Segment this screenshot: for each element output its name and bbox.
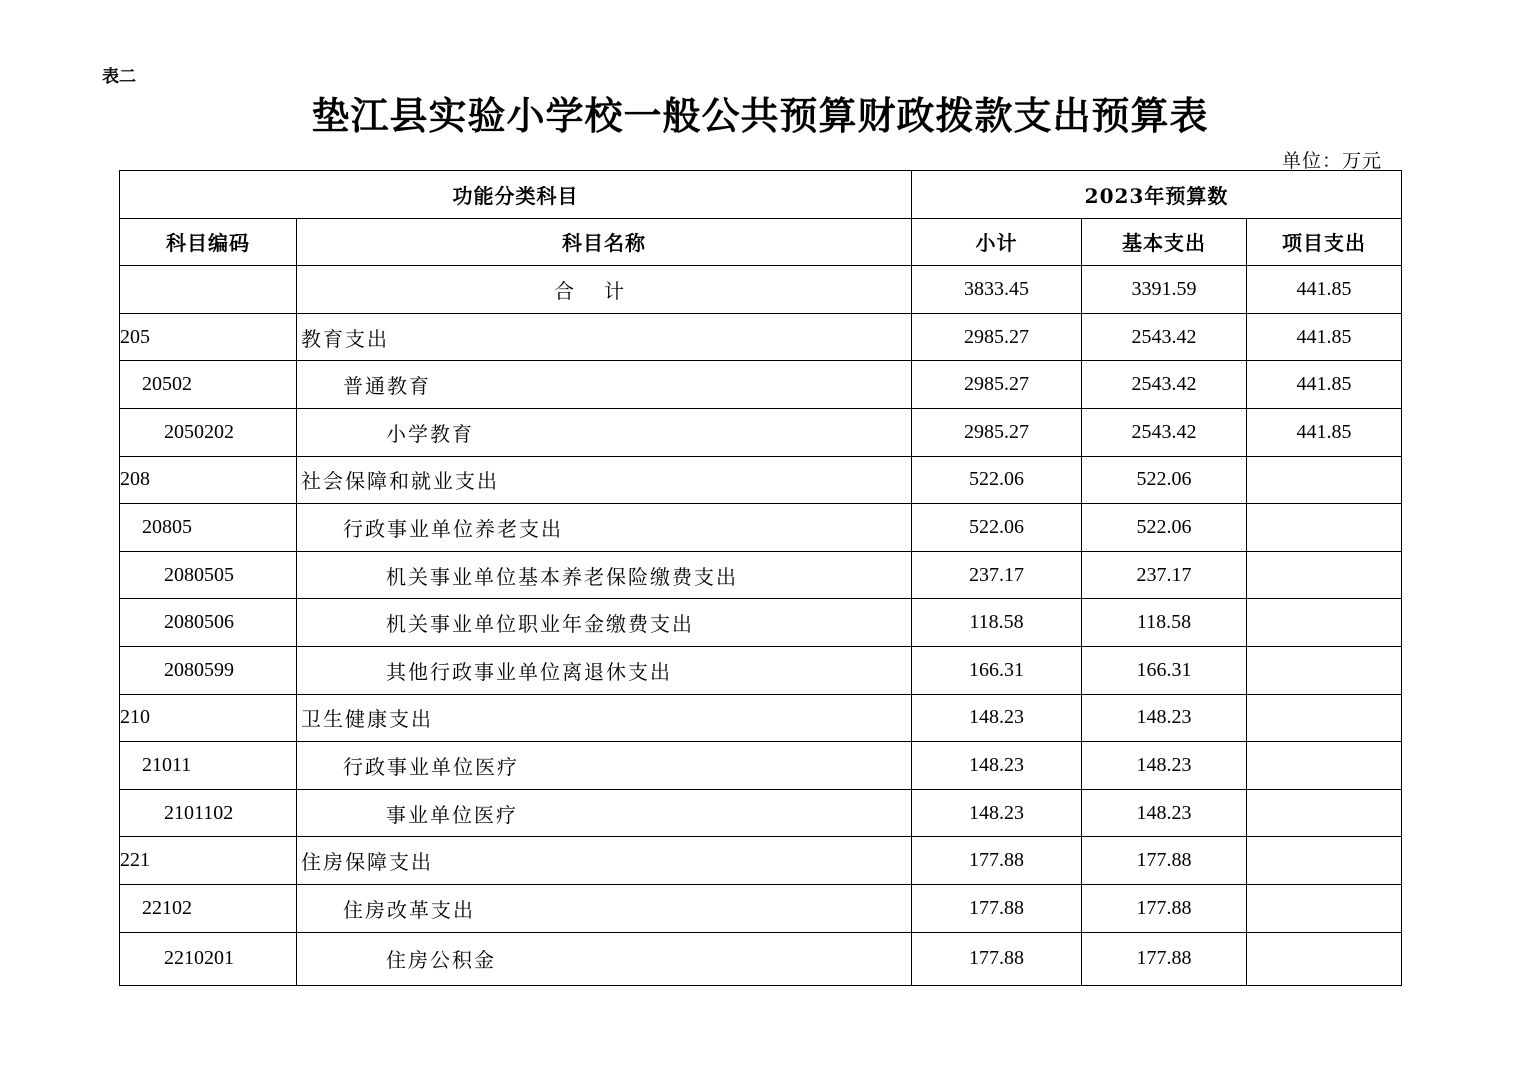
basic-expenditure-cell: 177.88 [1082,837,1247,885]
project-expenditure-cell: 441.85 [1247,361,1402,409]
subject-code-cell: 22102 [120,884,297,932]
table-row [120,313,1402,361]
total-row [120,266,1402,314]
subject-name-cell: 其他行政事业单位离退休支出 [297,646,912,694]
project-expenditure-cell: 441.85 [1247,408,1402,456]
total-basic: 3391.59 [1082,266,1247,314]
subject-code-cell: 20502 [120,361,297,409]
subtotal-cell: 148.23 [912,742,1082,790]
table-row [120,932,1402,985]
basic-expenditure-cell: 522.06 [1082,456,1247,504]
subject-name-cell: 行政事业单位养老支出 [297,504,912,552]
total-label: 合计 [297,266,912,314]
table-row [120,504,1402,552]
subtotal-cell: 166.31 [912,646,1082,694]
table-row [120,789,1402,837]
table-number-label: 表二 [102,67,136,87]
subject-name-cell: 机关事业单位职业年金缴费支出 [297,599,912,647]
header-project-expenditure: 项目支出 [1247,218,1402,266]
subject-name-cell: 住房公积金 [297,932,912,985]
subject-code-cell: 2101102 [120,789,297,837]
basic-expenditure-cell: 118.58 [1082,599,1247,647]
subject-code-cell: 2210201 [120,932,297,985]
subject-name-cell: 普通教育 [297,361,912,409]
table-row [120,408,1402,456]
header-subject-code: 科目编码 [120,218,297,266]
subject-name-cell: 住房改革支出 [297,884,912,932]
subject-code-cell: 2080599 [120,646,297,694]
subject-code-cell: 208 [120,456,297,504]
table-row [120,884,1402,932]
basic-expenditure-cell: 177.88 [1082,932,1247,985]
project-expenditure-cell [1247,551,1402,599]
subject-code-cell: 210 [120,694,297,742]
project-expenditure-cell [1247,599,1402,647]
project-expenditure-cell [1247,694,1402,742]
budget-table [119,170,1402,986]
subject-code-cell: 2050202 [120,408,297,456]
subject-name-cell: 小学教育 [297,408,912,456]
header-budget-year: 2023年预算数 [912,171,1402,219]
project-expenditure-cell [1247,884,1402,932]
header-function-category: 功能分类科目 [120,171,912,219]
subtotal-cell: 177.88 [912,932,1082,985]
header-group-row [120,171,1402,219]
basic-expenditure-cell: 148.23 [1082,694,1247,742]
project-expenditure-cell [1247,789,1402,837]
subject-code-cell: 2080505 [120,551,297,599]
subject-name-cell: 住房保障支出 [297,837,912,885]
basic-expenditure-cell: 2543.42 [1082,408,1247,456]
subject-name-cell: 社会保障和就业支出 [297,456,912,504]
subtotal-cell: 148.23 [912,789,1082,837]
total-subtotal: 3833.45 [912,266,1082,314]
subtotal-cell: 522.06 [912,504,1082,552]
project-expenditure-cell [1247,742,1402,790]
page-title: 垫江县实验小学校一般公共预算财政拨款支出预算表 [311,93,1209,138]
subtotal-cell: 2985.27 [912,361,1082,409]
subtotal-cell: 177.88 [912,884,1082,932]
subject-code-cell: 221 [120,837,297,885]
table-row [120,599,1402,647]
subtotal-cell: 522.06 [912,456,1082,504]
subject-code-cell: 21011 [120,742,297,790]
subtotal-cell: 177.88 [912,837,1082,885]
basic-expenditure-cell: 522.06 [1082,504,1247,552]
subtotal-cell: 237.17 [912,551,1082,599]
project-expenditure-cell [1247,646,1402,694]
subject-name-cell: 行政事业单位医疗 [297,742,912,790]
subtotal-cell: 2985.27 [912,313,1082,361]
subject-name-cell: 事业单位医疗 [297,789,912,837]
total-code-cell [120,266,297,314]
table-row [120,694,1402,742]
table-row [120,742,1402,790]
basic-expenditure-cell: 148.23 [1082,742,1247,790]
project-expenditure-cell [1247,504,1402,552]
subtotal-cell: 148.23 [912,694,1082,742]
subject-name-cell: 教育支出 [297,313,912,361]
project-expenditure-cell [1247,932,1402,985]
project-expenditure-cell: 441.85 [1247,313,1402,361]
basic-expenditure-cell: 237.17 [1082,551,1247,599]
basic-expenditure-cell: 148.23 [1082,789,1247,837]
basic-expenditure-cell: 177.88 [1082,884,1247,932]
table-row [120,837,1402,885]
project-expenditure-cell [1247,837,1402,885]
subject-code-cell: 205 [120,313,297,361]
header-basic-expenditure: 基本支出 [1082,218,1247,266]
table-row [120,361,1402,409]
subject-code-cell: 20805 [120,504,297,552]
basic-expenditure-cell: 166.31 [1082,646,1247,694]
total-project: 441.85 [1247,266,1402,314]
header-subtotal: 小计 [912,218,1082,266]
subject-name-cell: 机关事业单位基本养老保险缴费支出 [297,551,912,599]
subtotal-cell: 2985.27 [912,408,1082,456]
subject-code-cell: 2080506 [120,599,297,647]
header-subject-name: 科目名称 [297,218,912,266]
unit-label: 单位：万元 [1281,150,1382,172]
header-column-row [120,218,1402,266]
table-row [120,551,1402,599]
table-row [120,646,1402,694]
table-row [120,456,1402,504]
subtotal-cell: 118.58 [912,599,1082,647]
subject-name-cell: 卫生健康支出 [297,694,912,742]
project-expenditure-cell [1247,456,1402,504]
basic-expenditure-cell: 2543.42 [1082,313,1247,361]
basic-expenditure-cell: 2543.42 [1082,361,1247,409]
